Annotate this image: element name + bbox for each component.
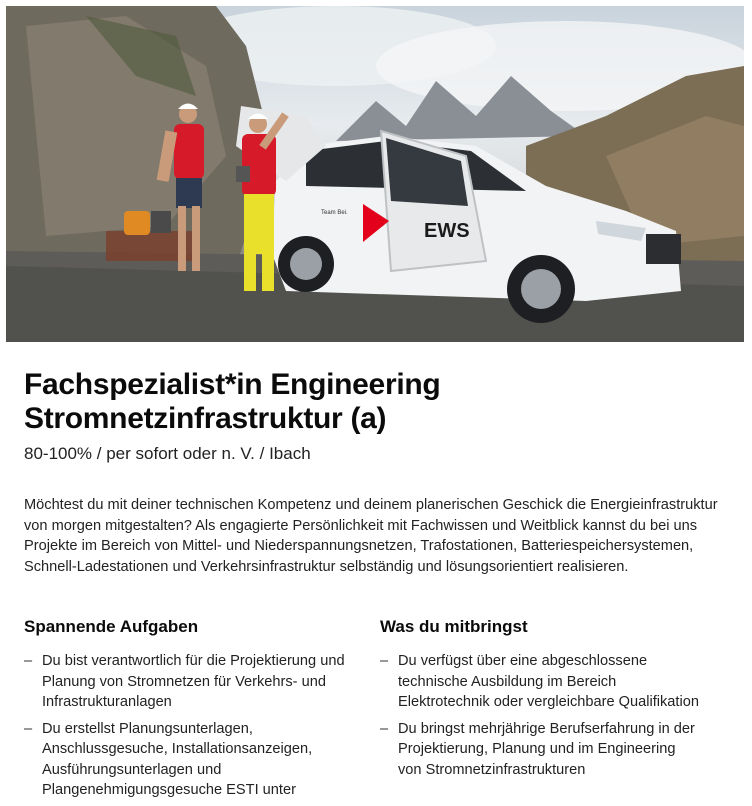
tasks-section <box>24 617 354 806</box>
job-title-line1: Fachspezialist*in Engineering <box>24 368 441 401</box>
list-item: – Du bringst mehrjährige Berufserfahrung in der Projektierung, Planung und im Engineering von Stromnetzinfrastrukturen <box>380 719 700 781</box>
car-door-text: Team Bei. <box>321 210 348 216</box>
job-title <box>24 368 724 436</box>
tasks-heading: Spannende Aufgaben <box>24 617 199 636</box>
requirements-list <box>380 651 700 780</box>
tasks-list <box>24 651 354 801</box>
requirements-heading: Was du mitbringst <box>380 617 528 636</box>
list-item: – Du verfügst über eine abgeschlossene technische Ausbildung im Bereich Elektrotechnik oder vergleichbare Qualifikation <box>380 651 700 713</box>
list-item: – Du erstellst Planungsunterlagen, Anschlussgesuche, Installationsanzeigen, Ausführungsunterlagen und Plangenehmigungsgesuche ESTI unter <box>24 719 354 801</box>
job-subtitle: 80-100% / per sofort oder n. V. / Ibach <box>24 444 311 463</box>
job-intro: Möchtest du mit deiner technischen Kompetenz und deinem planerischen Geschick die Energieinfrastruktur von morgen mitgestalten? Als engagierte Persönlichkeit mit Fachwissen und Weitblick kannst du bei uns Projekte im Bereich von Mittel- und Niederspannungsnetzen, Trafostationen, Batteriespeichersystemen, Schnell-Ladestationen und Verkehrsinfrastruktur selbständig und lösungsorientiert realisieren. <box>24 497 718 575</box>
hero-photo-illustration <box>6 6 744 342</box>
hero-image <box>6 6 744 342</box>
car-brand-text: EWS <box>424 220 470 242</box>
job-title-line2: Stromnetzinfrastruktur (a) <box>24 402 387 435</box>
requirements-section <box>380 617 700 786</box>
list-item: – Du bist verantwortlich für die Projektierung und Planung von Stromnetzen für Verkehrs- und Infrastrukturanlagen <box>24 651 354 713</box>
